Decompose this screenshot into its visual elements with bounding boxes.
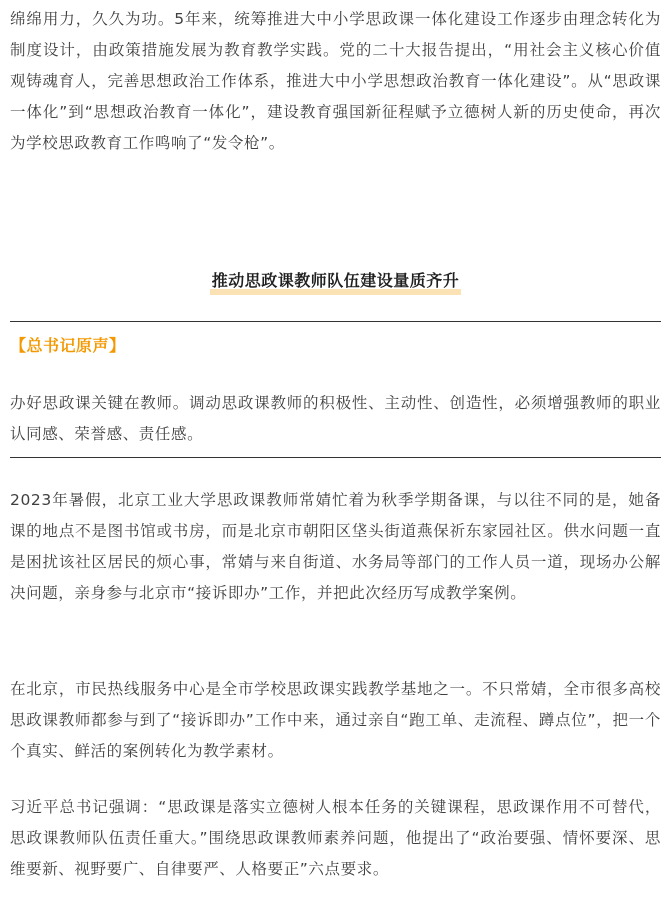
section-title-container [0, 268, 671, 295]
intro-paragraph: 绵绵用力，久久为功。5年来，统筹推进大中小学思政课一体化建设工作逐步由理念转化为制度设计，由政策措施发展为教育教学实践。党的二十大报告提出，“用社会主义核心价值观铸魂育人，完善思想政治工作体系，推进大中小学思想政治教育一体化建设”。从“思政课一体化”到“思想政治教育一体化”，建设教育强国新征程赋予立德树人新的历史使命，再次为学校思政教育工作鸣响了“发令枪”。 [10, 10, 661, 152]
quote-bottom-divider [10, 457, 661, 458]
quote-paragraph: 办好思政课关键在教师。调动思政课教师的积极性、主动性、创造性，必须增强教师的职业认同感、荣誉感、责任感。 [10, 394, 661, 443]
quote-top-divider [10, 321, 661, 322]
quote-header: 【总书记原声】 [10, 336, 126, 355]
emphasis-paragraph: 习近平总书记强调：“思政课是落实立德树人根本任务的关键课程，思政课作用不可替代，思政课教师队伍责任重大。”围绕思政课教师素养问题，他提出了“政治要强、情怀要深、思维要新、视野要广、自律要严、人格要正”六点要求。 [10, 798, 661, 878]
beijing-paragraph: 在北京，市民热线服务中心是全市学校思政课实践教学基地之一。不只常婧，全市很多高校思政课教师都参与到了“接诉即办”工作中来，通过亲自“跑工单、走流程、蹲点位”，把一个个真实、鲜活的案例转化为教学素材。 [10, 680, 661, 760]
story-paragraph: 2023年暑假，北京工业大学思政课教师常婧忙着为秋季学期备课，与以往不同的是，她备课的地点不是图书馆或书房，而是北京市朝阳区垡头街道燕保祈东家园社区。供水问题一直是困扰该社区居民的烦心事，常婧与来自街道、水务局等部门的工作人员一道，现场办公解决问题，亲身参与北京市“接诉即办”工作，并把此次经历写成教学案例。 [10, 491, 661, 602]
section-title: 推动思政课教师队伍建设量质齐升 [210, 268, 462, 295]
